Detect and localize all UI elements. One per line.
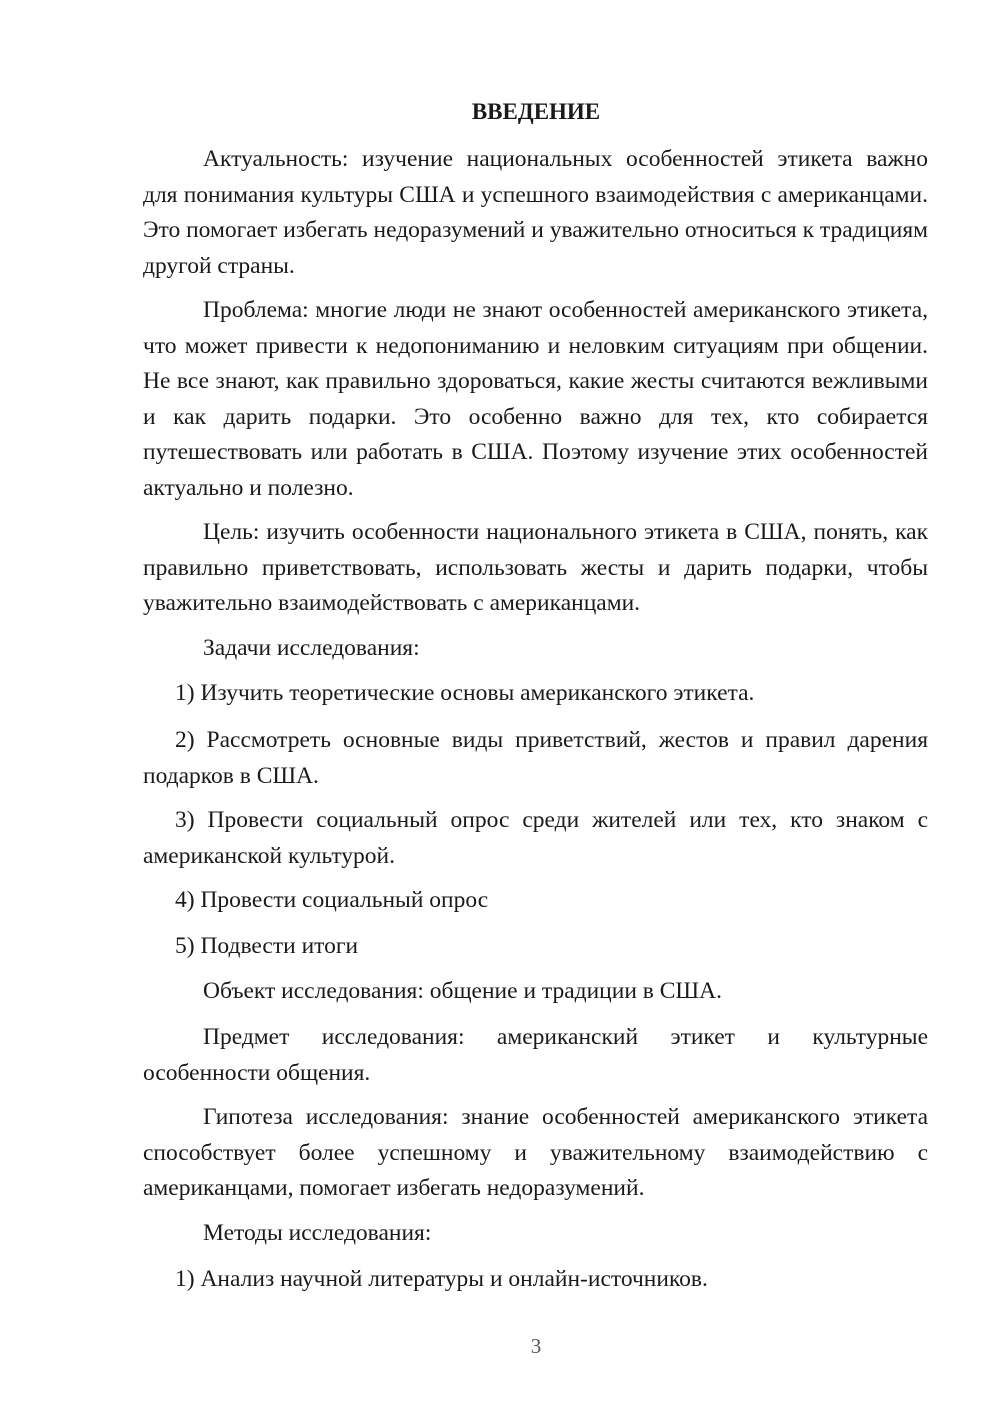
task-item-2: 2) Рассмотреть основные виды приветствий, жестов и правил дарения подарков в США.: [143, 727, 928, 789]
subject-paragraph: Предмет исследования: американский этикет и культурные особенности общения.: [143, 1024, 928, 1086]
task-item-5: 5) Подвести итоги: [175, 933, 359, 959]
relevance-paragraph: Актуальность: изучение национальных особенностей этикета важно для понимания культуры США и успешного взаимодействия с американцами. Это помогает избегать недоразумений и уважительно относиться к традициям другой страны.: [143, 146, 928, 279]
task-item-3: 3) Провести социальный опрос среди жителей или тех, кто знаком с американской культурой.: [143, 807, 928, 869]
method-item-1: 1) Анализ научной литературы и онлайн-источников.: [175, 1266, 708, 1292]
methods-heading: Методы исследования:: [203, 1220, 432, 1246]
task-item-1: 1) Изучить теоретические основы американского этикета.: [175, 680, 755, 706]
object-paragraph: Объект исследования: общение и традиции в США.: [203, 978, 722, 1004]
tasks-heading: Задачи исследования:: [203, 635, 420, 661]
goal-paragraph: Цель: изучить особенности национального этикета в США, понять, как правильно приветствовать, использовать жесты и дарить подарки, чтобы уважительно взаимодействовать с американцами.: [143, 519, 928, 616]
task-item-4: 4) Провести социальный опрос: [175, 887, 489, 913]
hypothesis-paragraph: Гипотеза исследования: знание особенностей американского этикета способствует более успешному и уважительному взаимодействию с американцами, помогает избегать недоразумений.: [143, 1104, 928, 1201]
page-number: 3: [530, 1334, 542, 1358]
page-title: ВВЕДЕНИЕ: [471, 99, 601, 124]
problem-paragraph: Проблема: многие люди не знают особенностей американского этикета, что может привести к недопониманию и неловким ситуациям при общении. Не все знают, как правильно здороваться, какие жесты считаются вежливыми и как дарить подарки. Это особенно важно для тех, кто собирается путешествовать или работать в США. Поэтому изучение этих особенностей актуально и полезно.: [143, 297, 928, 501]
